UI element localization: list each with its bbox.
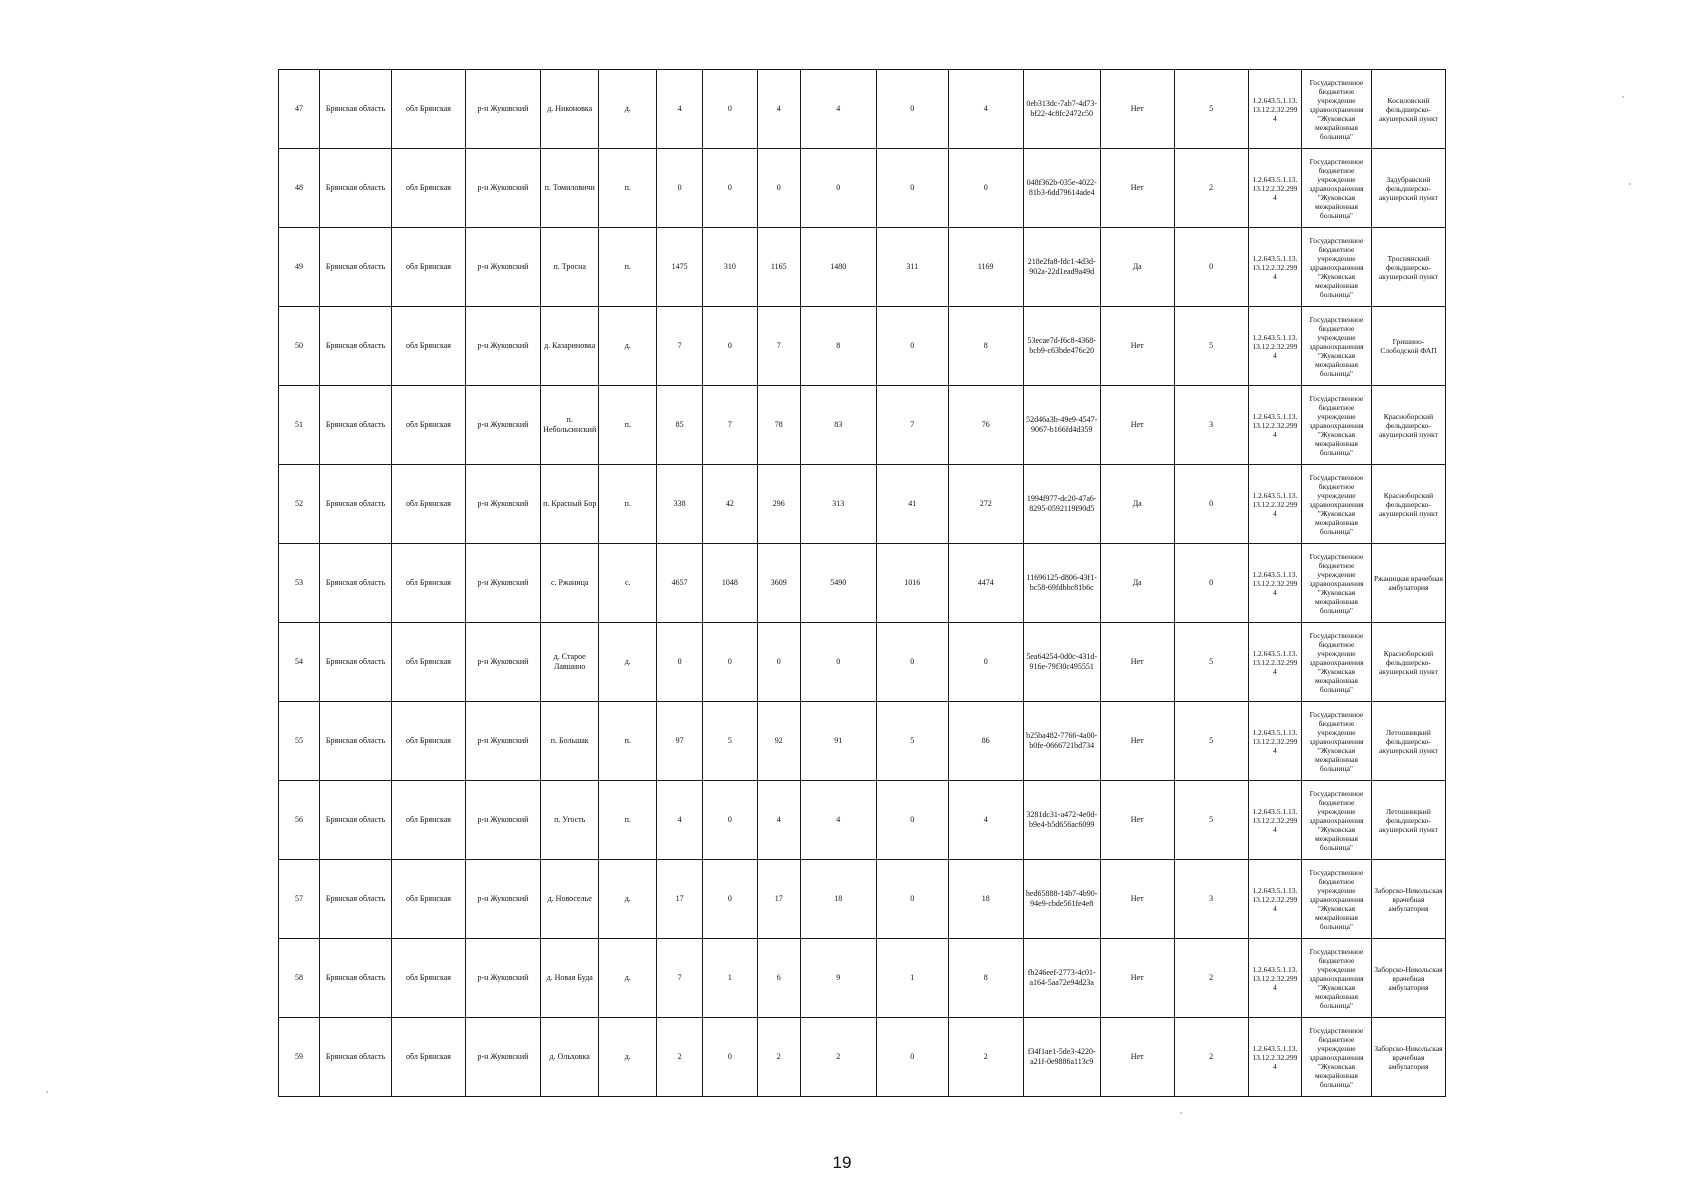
- cell-oid: 1.2.643.5.1.13.13.12.2.32.2994: [1248, 544, 1301, 623]
- cell-value-6: 1169: [948, 228, 1023, 307]
- cell-value-2: 0: [703, 623, 757, 702]
- cell-value-5: 41: [876, 465, 948, 544]
- cell-facility: Красноборский фельдшерско-акушерский пункт: [1371, 465, 1445, 544]
- cell-value-5: 1: [876, 939, 948, 1018]
- cell-settlement-type: с.: [599, 544, 657, 623]
- cell-guid: 53ecae7d-f6c8-4368-bcb9-c63bde476c20: [1023, 307, 1100, 386]
- cell-flag: Нет: [1100, 149, 1174, 228]
- cell-district: р-н Жуковский: [465, 307, 540, 386]
- scan-speck: [1180, 1112, 1182, 1114]
- cell-oblast: обл Брянская: [391, 228, 465, 307]
- cell-value-2: 0: [703, 781, 757, 860]
- cell-organization: Государственное бюджетное учреждение здравоохранения "Жуковская межрайонная больница": [1302, 307, 1372, 386]
- cell-code: 2: [1174, 1018, 1248, 1097]
- cell-oblast: обл Брянская: [391, 1018, 465, 1097]
- cell-flag: Нет: [1100, 781, 1174, 860]
- cell-settlement-type: д.: [599, 860, 657, 939]
- cell-value-4: 9: [800, 939, 876, 1018]
- cell-district: р-н Жуковский: [465, 781, 540, 860]
- cell-settlement-type: п.: [599, 149, 657, 228]
- cell-value-2: 7: [703, 386, 757, 465]
- table-row: [279, 386, 1446, 465]
- cell-facility: Красноборский фельдшерско-акушерский пункт: [1371, 623, 1445, 702]
- cell-guid: 218e2fa8-fdc1-4d3d-902a-22d1ead9a49d: [1023, 228, 1100, 307]
- cell-oid: 1.2.643.5.1.13.13.12.2.32.2994: [1248, 860, 1301, 939]
- cell-value-6: 8: [948, 307, 1023, 386]
- cell-settlement-type: д.: [599, 939, 657, 1018]
- cell-value-3: 7: [757, 307, 800, 386]
- cell-flag: Нет: [1100, 70, 1174, 149]
- cell-organization: Государственное бюджетное учреждение здравоохранения "Жуковская межрайонная больница": [1302, 386, 1372, 465]
- scan-speck: [1622, 96, 1624, 98]
- cell-number: 56: [279, 781, 320, 860]
- cell-code: 5: [1174, 702, 1248, 781]
- cell-value-6: 2: [948, 1018, 1023, 1097]
- cell-code: 3: [1174, 386, 1248, 465]
- cell-value-6: 76: [948, 386, 1023, 465]
- cell-oblast: обл Брянская: [391, 465, 465, 544]
- cell-flag: Нет: [1100, 386, 1174, 465]
- cell-organization: Государственное бюджетное учреждение здравоохранения "Жуковская межрайонная больница": [1302, 860, 1372, 939]
- cell-locality: п. Угость: [540, 781, 599, 860]
- cell-number: 49: [279, 228, 320, 307]
- cell-organization: Государственное бюджетное учреждение здравоохранения "Жуковская межрайонная больница": [1302, 702, 1372, 781]
- cell-guid: 11696125-d806-43f1-bc58-69fdbbc81b6c: [1023, 544, 1100, 623]
- cell-oid: 1.2.643.5.1.13.13.12.2.32.2994: [1248, 149, 1301, 228]
- cell-oid: 1.2.643.5.1.13.13.12.2.32.2994: [1248, 228, 1301, 307]
- cell-region: Брянская область: [320, 307, 392, 386]
- cell-oid: 1.2.643.5.1.13.13.12.2.32.2994: [1248, 70, 1301, 149]
- table-row: [279, 149, 1446, 228]
- cell-flag: Да: [1100, 544, 1174, 623]
- cell-guid: hed65888-14b7-4b90-94e9-cbde561fe4e8: [1023, 860, 1100, 939]
- cell-value-2: 0: [703, 860, 757, 939]
- cell-value-6: 86: [948, 702, 1023, 781]
- cell-value-1: 4657: [656, 544, 702, 623]
- cell-value-5: 0: [876, 149, 948, 228]
- cell-oid: 1.2.643.5.1.13.13.12.2.32.2994: [1248, 386, 1301, 465]
- cell-region: Брянская область: [320, 781, 392, 860]
- cell-value-1: 7: [656, 307, 702, 386]
- cell-oblast: обл Брянская: [391, 939, 465, 1018]
- cell-number: 52: [279, 465, 320, 544]
- cell-value-2: 0: [703, 149, 757, 228]
- cell-guid: 0eb313dc-7ab7-4d73-bf22-4c8fc2472c50: [1023, 70, 1100, 149]
- cell-organization: Государственное бюджетное учреждение здравоохранения "Жуковская межрайонная больница": [1302, 465, 1372, 544]
- table-row: [279, 702, 1446, 781]
- cell-facility: Заборско-Никольская врачебная амбулатория: [1371, 1018, 1445, 1097]
- cell-value-3: 0: [757, 623, 800, 702]
- cell-guid: 52d46a3b-49e9-4547-9067-b166fd4d359: [1023, 386, 1100, 465]
- cell-value-6: 4474: [948, 544, 1023, 623]
- cell-value-4: 91: [800, 702, 876, 781]
- table-row: [279, 465, 1446, 544]
- cell-value-2: 0: [703, 307, 757, 386]
- cell-district: р-н Жуковский: [465, 1018, 540, 1097]
- cell-guid: 3281dc31-a472-4e0d-b9e4-b5d656ac6099: [1023, 781, 1100, 860]
- cell-number: 59: [279, 1018, 320, 1097]
- cell-locality: д. Казариновка: [540, 307, 599, 386]
- cell-district: р-н Жуковский: [465, 860, 540, 939]
- cell-value-4: 8: [800, 307, 876, 386]
- cell-organization: Государственное бюджетное учреждение здравоохранения "Жуковская межрайонная больница": [1302, 781, 1372, 860]
- cell-locality: п. Большак: [540, 702, 599, 781]
- cell-oblast: обл Брянская: [391, 702, 465, 781]
- cell-flag: Нет: [1100, 702, 1174, 781]
- cell-value-6: 18: [948, 860, 1023, 939]
- table-row: [279, 939, 1446, 1018]
- cell-locality: д. Ольховка: [540, 1018, 599, 1097]
- cell-value-1: 4: [656, 70, 702, 149]
- cell-region: Брянская область: [320, 939, 392, 1018]
- cell-facility: Заборско-Никольская врачебная амбулатория: [1371, 860, 1445, 939]
- cell-locality: д. Новоселье: [540, 860, 599, 939]
- cell-number: 50: [279, 307, 320, 386]
- cell-value-4: 2: [800, 1018, 876, 1097]
- cell-value-5: 1016: [876, 544, 948, 623]
- scan-speck: [1629, 183, 1631, 185]
- cell-organization: Государственное бюджетное учреждение здравоохранения "Жуковская межрайонная больница": [1302, 70, 1372, 149]
- cell-oid: 1.2.643.5.1.13.13.12.2.32.2994: [1248, 1018, 1301, 1097]
- cell-value-6: 4: [948, 70, 1023, 149]
- cell-value-3: 3609: [757, 544, 800, 623]
- cell-region: Брянская область: [320, 228, 392, 307]
- cell-code: 5: [1174, 781, 1248, 860]
- cell-settlement-type: п.: [599, 702, 657, 781]
- cell-district: р-н Жуковский: [465, 465, 540, 544]
- cell-value-5: 5: [876, 702, 948, 781]
- cell-value-3: 296: [757, 465, 800, 544]
- cell-locality: п. Томиловичи: [540, 149, 599, 228]
- cell-value-1: 1475: [656, 228, 702, 307]
- cell-value-1: 85: [656, 386, 702, 465]
- cell-organization: Государственное бюджетное учреждение здравоохранения "Жуковская межрайонная больница": [1302, 228, 1372, 307]
- cell-oblast: обл Брянская: [391, 623, 465, 702]
- cell-facility: Красноборский фельдшерско-акушерский пункт: [1371, 386, 1445, 465]
- cell-region: Брянская область: [320, 465, 392, 544]
- cell-region: Брянская область: [320, 1018, 392, 1097]
- cell-district: р-н Жуковский: [465, 702, 540, 781]
- cell-value-5: 0: [876, 623, 948, 702]
- cell-district: р-н Жуковский: [465, 939, 540, 1018]
- cell-value-4: 4: [800, 70, 876, 149]
- cell-guid: 1994f977-dc20-47a6-8295-0592119f90d5: [1023, 465, 1100, 544]
- cell-value-2: 42: [703, 465, 757, 544]
- table-row: [279, 860, 1446, 939]
- cell-value-6: 0: [948, 623, 1023, 702]
- table-row: [279, 228, 1446, 307]
- cell-organization: Государственное бюджетное учреждение здравоохранения "Жуковская межрайонная больница": [1302, 939, 1372, 1018]
- cell-settlement-type: п.: [599, 386, 657, 465]
- cell-settlement-type: д.: [599, 1018, 657, 1097]
- cell-value-5: 0: [876, 781, 948, 860]
- cell-locality: п. Тросна: [540, 228, 599, 307]
- cell-settlement-type: д.: [599, 70, 657, 149]
- cell-code: 5: [1174, 70, 1248, 149]
- table-row: [279, 781, 1446, 860]
- cell-value-4: 313: [800, 465, 876, 544]
- cell-oblast: обл Брянская: [391, 544, 465, 623]
- cell-flag: Нет: [1100, 1018, 1174, 1097]
- cell-district: р-н Жуковский: [465, 623, 540, 702]
- cell-number: 55: [279, 702, 320, 781]
- cell-value-3: 1165: [757, 228, 800, 307]
- cell-value-3: 78: [757, 386, 800, 465]
- cell-facility: Ржаницкая врачебная амбулатория: [1371, 544, 1445, 623]
- cell-number: 51: [279, 386, 320, 465]
- cell-oblast: обл Брянская: [391, 386, 465, 465]
- cell-value-4: 18: [800, 860, 876, 939]
- cell-region: Брянская область: [320, 544, 392, 623]
- cell-region: Брянская область: [320, 860, 392, 939]
- cell-guid: 5ea64254-0d0c-431d-916e-79f30c495551: [1023, 623, 1100, 702]
- cell-locality: д. Никоновка: [540, 70, 599, 149]
- cell-facility: Летошницкий фельдшерско-акушерский пункт: [1371, 781, 1445, 860]
- cell-oblast: обл Брянская: [391, 70, 465, 149]
- cell-region: Брянская область: [320, 386, 392, 465]
- cell-value-4: 4: [800, 781, 876, 860]
- cell-value-3: 2: [757, 1018, 800, 1097]
- cell-organization: Государственное бюджетное учреждение здравоохранения "Жуковская межрайонная больница": [1302, 149, 1372, 228]
- cell-code: 5: [1174, 623, 1248, 702]
- cell-number: 57: [279, 860, 320, 939]
- table-row: [279, 623, 1446, 702]
- cell-oblast: обл Брянская: [391, 860, 465, 939]
- cell-value-3: 0: [757, 149, 800, 228]
- cell-value-3: 4: [757, 70, 800, 149]
- cell-locality: с. Ржаница: [540, 544, 599, 623]
- cell-value-1: 4: [656, 781, 702, 860]
- cell-oid: 1.2.643.5.1.13.13.12.2.32.2994: [1248, 939, 1301, 1018]
- cell-facility: Задубравский фельдшерско-акушерский пункт: [1371, 149, 1445, 228]
- cell-district: р-н Жуковский: [465, 228, 540, 307]
- cell-value-4: 0: [800, 623, 876, 702]
- cell-code: 2: [1174, 149, 1248, 228]
- cell-flag: Нет: [1100, 623, 1174, 702]
- cell-locality: д. Новая Буда: [540, 939, 599, 1018]
- cell-locality: п. Небольсинский: [540, 386, 599, 465]
- cell-region: Брянская область: [320, 702, 392, 781]
- cell-organization: Государственное бюджетное учреждение здравоохранения "Жуковская межрайонная больница": [1302, 544, 1372, 623]
- cell-value-6: 272: [948, 465, 1023, 544]
- cell-number: 54: [279, 623, 320, 702]
- cell-value-3: 6: [757, 939, 800, 1018]
- cell-oid: 1.2.643.5.1.13.13.12.2.32.2994: [1248, 465, 1301, 544]
- cell-oid: 1.2.643.5.1.13.13.12.2.32.2994: [1248, 623, 1301, 702]
- cell-code: 5: [1174, 307, 1248, 386]
- cell-organization: Государственное бюджетное учреждение здравоохранения "Жуковская межрайонная больница": [1302, 623, 1372, 702]
- cell-value-3: 4: [757, 781, 800, 860]
- cell-value-2: 0: [703, 70, 757, 149]
- cell-value-3: 17: [757, 860, 800, 939]
- cell-facility: Гришино-Слободской ФАП: [1371, 307, 1445, 386]
- cell-value-2: 1: [703, 939, 757, 1018]
- cell-settlement-type: п.: [599, 228, 657, 307]
- cell-value-1: 2: [656, 1018, 702, 1097]
- cell-district: р-н Жуковский: [465, 70, 540, 149]
- cell-code: 3: [1174, 860, 1248, 939]
- cell-oid: 1.2.643.5.1.13.13.12.2.32.2994: [1248, 702, 1301, 781]
- cell-value-4: 83: [800, 386, 876, 465]
- cell-value-6: 4: [948, 781, 1023, 860]
- cell-value-1: 0: [656, 149, 702, 228]
- cell-guid: f34f1ae1-5de3-4220-a21f-0e9886a113c9: [1023, 1018, 1100, 1097]
- cell-oblast: обл Брянская: [391, 307, 465, 386]
- cell-value-3: 92: [757, 702, 800, 781]
- cell-value-4: 0: [800, 149, 876, 228]
- cell-value-4: 1480: [800, 228, 876, 307]
- cell-value-5: 7: [876, 386, 948, 465]
- cell-oblast: обл Брянская: [391, 149, 465, 228]
- cell-value-1: 97: [656, 702, 702, 781]
- cell-settlement-type: п.: [599, 465, 657, 544]
- cell-value-1: 17: [656, 860, 702, 939]
- cell-locality: д. Старое Лавшино: [540, 623, 599, 702]
- cell-region: Брянская область: [320, 149, 392, 228]
- cell-facility: Заборско-Никольская врачебная амбулатория: [1371, 939, 1445, 1018]
- cell-region: Брянская область: [320, 70, 392, 149]
- cell-facility: Летошницкий фельдшерско-акушерский пункт: [1371, 702, 1445, 781]
- cell-flag: Да: [1100, 465, 1174, 544]
- registry-table: [278, 69, 1446, 1097]
- table-row: [279, 1018, 1446, 1097]
- cell-locality: п. Красный Бор: [540, 465, 599, 544]
- cell-district: р-н Жуковский: [465, 386, 540, 465]
- cell-flag: Да: [1100, 228, 1174, 307]
- cell-flag: Нет: [1100, 860, 1174, 939]
- cell-oid: 1.2.643.5.1.13.13.12.2.32.2994: [1248, 781, 1301, 860]
- cell-code: 0: [1174, 465, 1248, 544]
- table-row: [279, 70, 1446, 149]
- cell-flag: Нет: [1100, 939, 1174, 1018]
- cell-facility: Троснянский фельдшерско-акушерский пункт: [1371, 228, 1445, 307]
- cell-district: р-н Жуковский: [465, 149, 540, 228]
- cell-settlement-type: п.: [599, 781, 657, 860]
- cell-value-5: 0: [876, 1018, 948, 1097]
- cell-guid: b25ba482-7766-4a00-b0fe-0666721bd734: [1023, 702, 1100, 781]
- page-number: 19: [832, 1153, 852, 1172]
- cell-number: 53: [279, 544, 320, 623]
- cell-facility: Косиловский фельдшерско-акушерский пункт: [1371, 70, 1445, 149]
- cell-value-5: 311: [876, 228, 948, 307]
- cell-value-5: 0: [876, 860, 948, 939]
- cell-value-2: 5: [703, 702, 757, 781]
- cell-value-2: 1048: [703, 544, 757, 623]
- cell-value-4: 5490: [800, 544, 876, 623]
- cell-value-5: 0: [876, 70, 948, 149]
- scan-speck: [46, 1091, 48, 1093]
- table-row: [279, 544, 1446, 623]
- cell-value-1: 7: [656, 939, 702, 1018]
- cell-region: Брянская область: [320, 623, 392, 702]
- cell-value-2: 0: [703, 1018, 757, 1097]
- cell-settlement-type: д.: [599, 307, 657, 386]
- cell-guid: 048f362b-035e-4022-81b3-6dd79614ade4: [1023, 149, 1100, 228]
- cell-oblast: обл Брянская: [391, 781, 465, 860]
- cell-code: 0: [1174, 544, 1248, 623]
- cell-number: 48: [279, 149, 320, 228]
- cell-value-1: 0: [656, 623, 702, 702]
- cell-guid: fb246eef-2773-4c01-a164-5aa72e94d23a: [1023, 939, 1100, 1018]
- cell-number: 47: [279, 70, 320, 149]
- cell-value-6: 0: [948, 149, 1023, 228]
- cell-organization: Государственное бюджетное учреждение здравоохранения "Жуковская межрайонная больница": [1302, 1018, 1372, 1097]
- cell-value-1: 338: [656, 465, 702, 544]
- cell-value-2: 310: [703, 228, 757, 307]
- table-body: [279, 70, 1446, 1097]
- cell-flag: Нет: [1100, 307, 1174, 386]
- cell-district: р-н Жуковский: [465, 544, 540, 623]
- cell-settlement-type: д.: [599, 623, 657, 702]
- cell-code: 2: [1174, 939, 1248, 1018]
- cell-number: 58: [279, 939, 320, 1018]
- cell-oid: 1.2.643.5.1.13.13.12.2.32.2994: [1248, 307, 1301, 386]
- cell-value-6: 8: [948, 939, 1023, 1018]
- cell-value-5: 0: [876, 307, 948, 386]
- table-row: [279, 307, 1446, 386]
- cell-code: 0: [1174, 228, 1248, 307]
